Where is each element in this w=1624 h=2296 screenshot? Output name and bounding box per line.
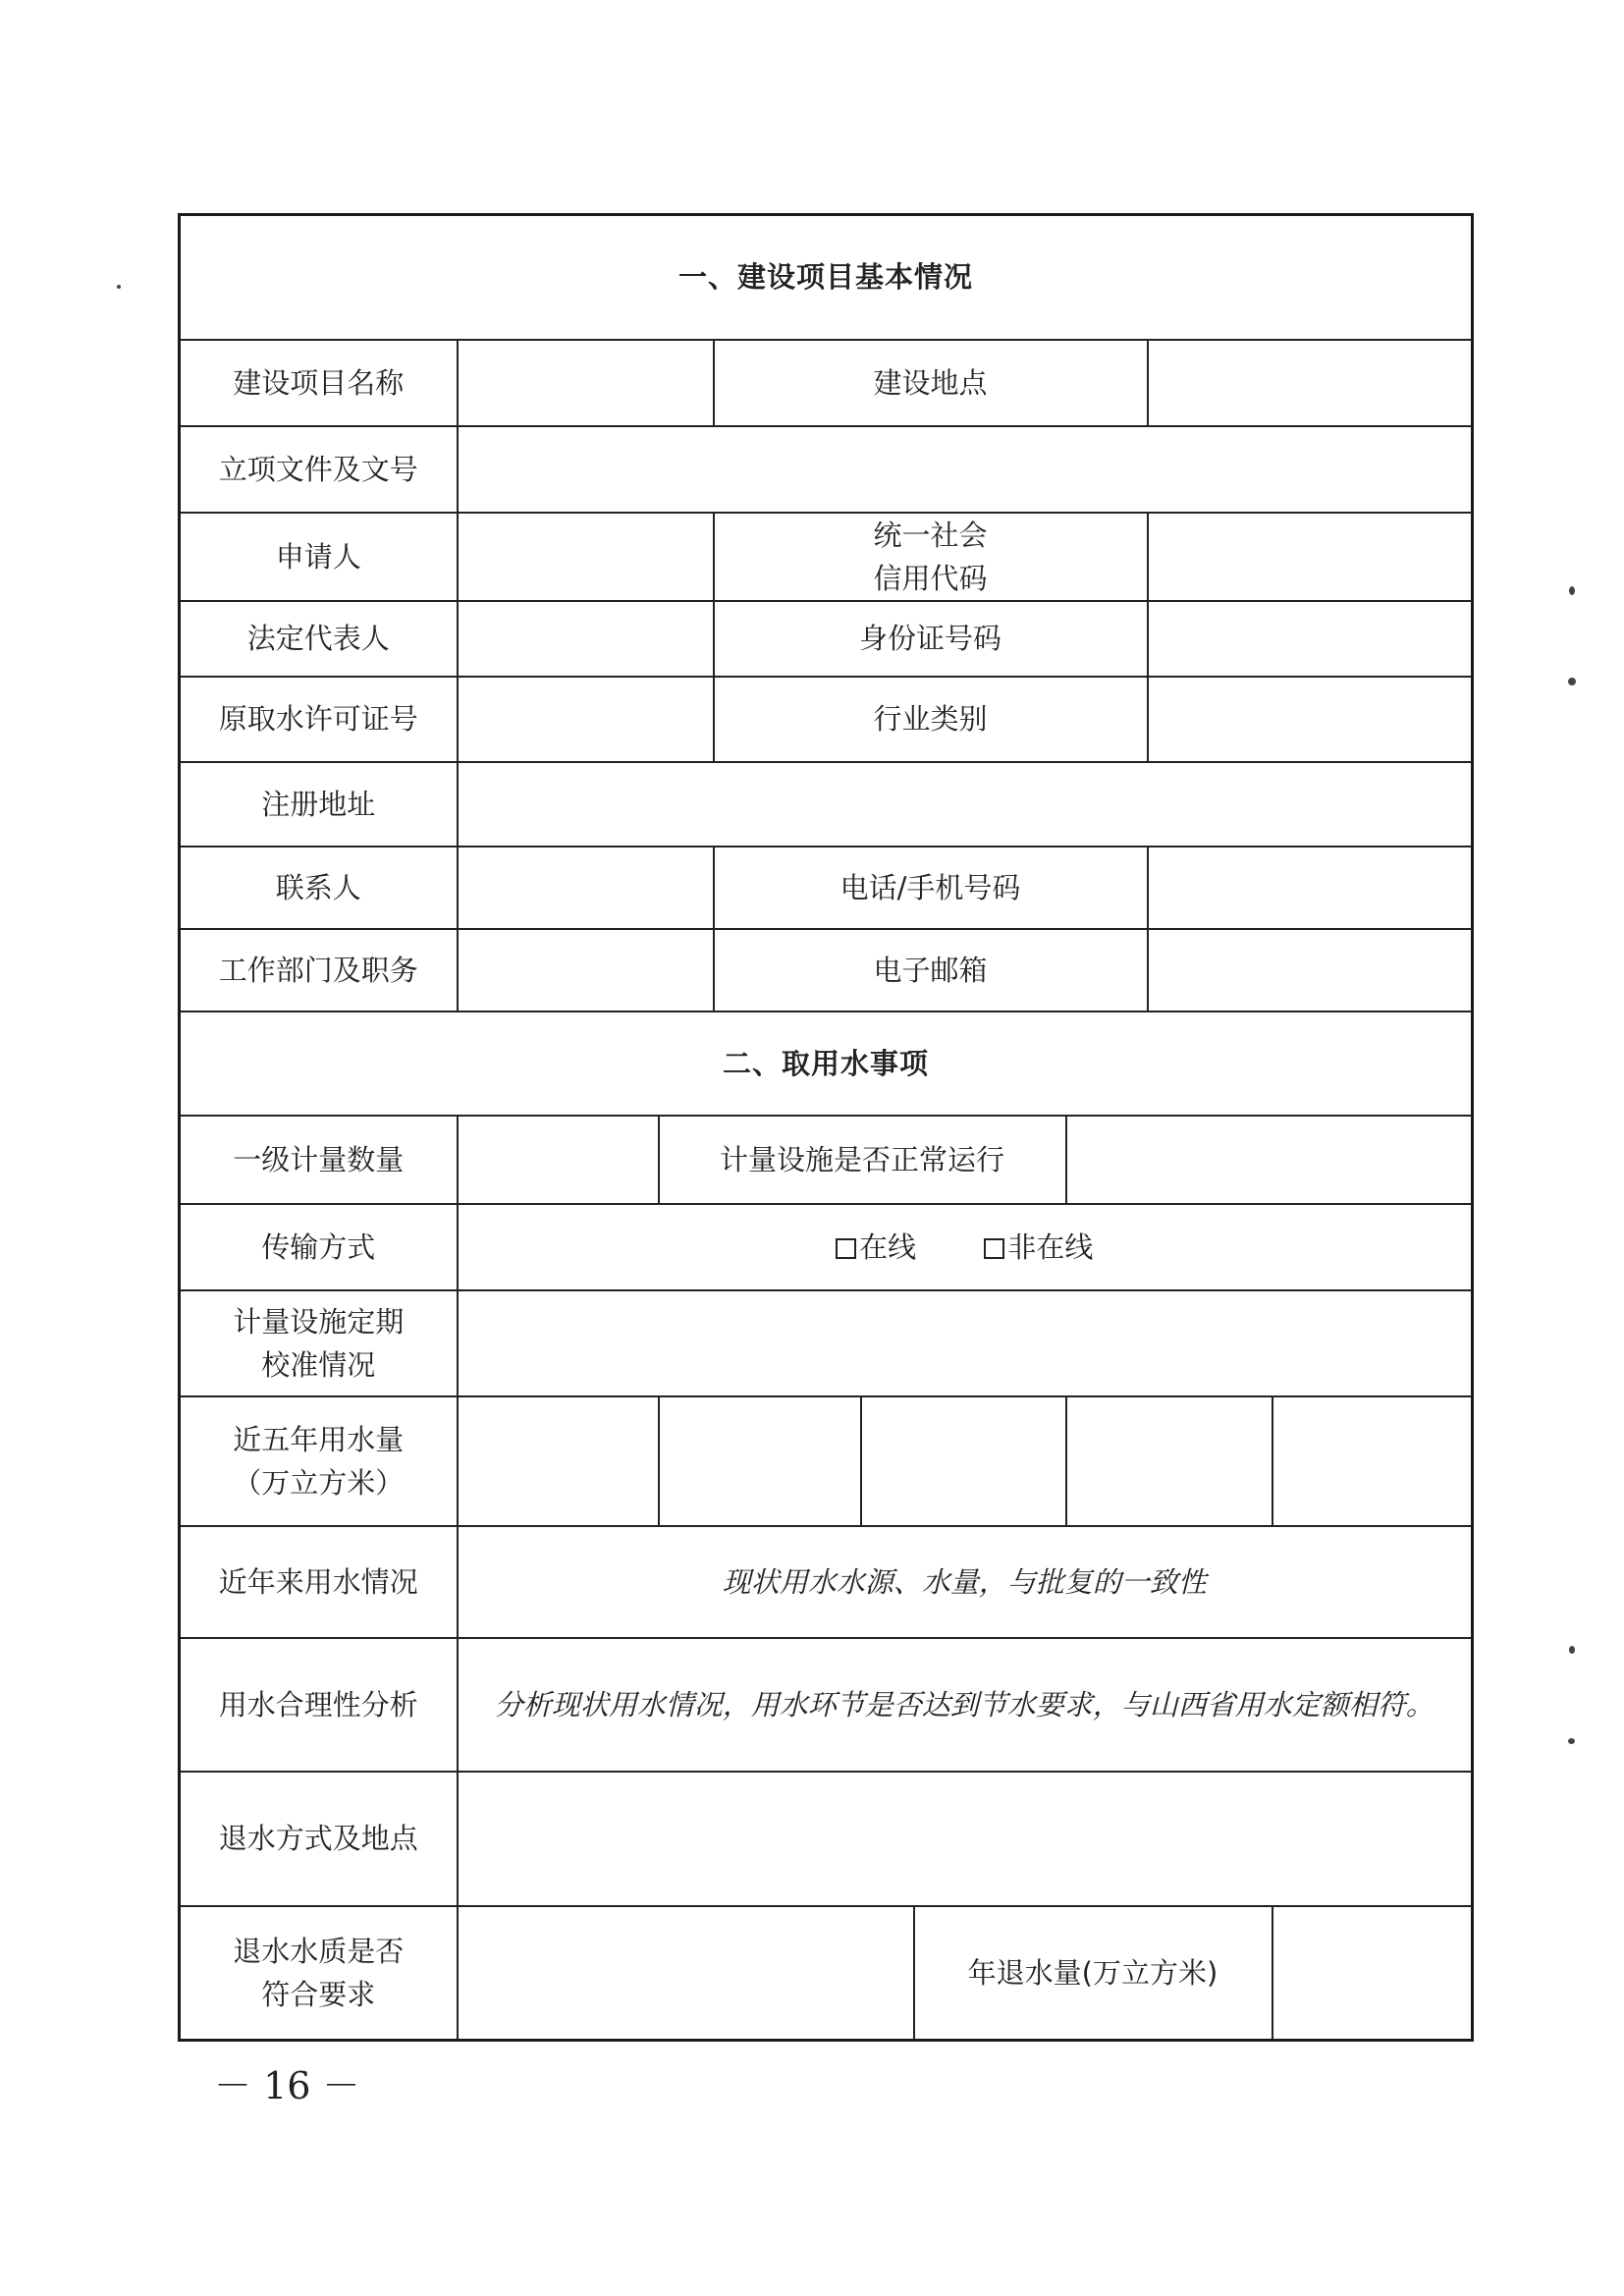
field-applicant[interactable] — [458, 513, 714, 601]
label-id-number: 身份证号码 — [714, 601, 1148, 677]
field-usage-year-5[interactable] — [1272, 1396, 1473, 1526]
field-id-number[interactable] — [1148, 601, 1473, 677]
option-online-label: 在线 — [859, 1230, 917, 1264]
label-applicant: 申请人 — [180, 513, 458, 601]
option-offline[interactable] — [984, 1226, 1093, 1269]
label-email: 电子邮箱 — [714, 929, 1148, 1011]
scan-speck — [1569, 586, 1575, 595]
field-email[interactable] — [1148, 929, 1473, 1011]
field-phone[interactable] — [1148, 847, 1473, 929]
label-discharge-quality: 退水水质是否 符合要求 — [180, 1906, 458, 2041]
scan-speck — [1568, 1738, 1575, 1744]
field-reg-address[interactable] — [458, 762, 1473, 847]
label-location: 建设地点 — [714, 340, 1148, 426]
field-industry[interactable] — [1148, 677, 1473, 762]
field-legal-rep[interactable] — [458, 601, 714, 677]
page-number: － 16 － — [214, 2064, 360, 2107]
scan-speck — [1569, 1646, 1575, 1654]
field-project-name[interactable] — [458, 340, 714, 426]
transmission-options — [458, 1204, 1473, 1290]
field-credit-code[interactable] — [1148, 513, 1473, 601]
label-approval-doc: 立项文件及文号 — [180, 426, 458, 513]
label-reg-address: 注册地址 — [180, 762, 458, 847]
option-offline-label: 非在线 — [1007, 1230, 1094, 1264]
label-meter-count: 一级计量数量 — [180, 1116, 458, 1204]
label-credit-code: 统一社会 信用代码 — [714, 513, 1148, 601]
field-annual-discharge[interactable] — [1272, 1906, 1473, 2041]
label-recent-usage: 近年来用水情况 — [180, 1526, 458, 1638]
rationality-hint: 分析现状用水情况，用水环节是否达到节水要求，与山西省用水定额相符。 — [458, 1638, 1473, 1772]
label-project-name: 建设项目名称 — [180, 340, 458, 426]
field-old-permit[interactable] — [458, 677, 714, 762]
application-form-table — [178, 213, 1474, 2042]
label-five-year-usage: 近五年用水量 （万立方米） — [180, 1396, 458, 1526]
field-discharge-quality[interactable] — [458, 1906, 914, 2041]
label-old-permit: 原取水许可证号 — [180, 677, 458, 762]
field-location[interactable] — [1148, 340, 1473, 426]
online-checkbox[interactable] — [836, 1238, 856, 1259]
label-discharge-method: 退水方式及地点 — [180, 1772, 458, 1906]
label-annual-discharge: 年退水量(万立方米) — [914, 1906, 1272, 2041]
label-industry: 行业类别 — [714, 677, 1148, 762]
recent-usage-hint: 现状用水水源、水量，与批复的一致性 — [458, 1526, 1473, 1638]
scan-speck — [117, 285, 121, 289]
label-transmission: 传输方式 — [180, 1204, 458, 1290]
field-meter-count[interactable] — [458, 1116, 659, 1204]
label-dept-position: 工作部门及职务 — [180, 929, 458, 1011]
field-usage-year-3[interactable] — [861, 1396, 1066, 1526]
field-contact[interactable] — [458, 847, 714, 929]
label-contact: 联系人 — [180, 847, 458, 929]
label-phone: 电话/手机号码 — [714, 847, 1148, 929]
offline-checkbox[interactable] — [984, 1238, 1004, 1259]
label-legal-rep: 法定代表人 — [180, 601, 458, 677]
scan-speck — [1568, 678, 1576, 685]
label-meter-running: 计量设施是否正常运行 — [659, 1116, 1066, 1204]
field-calibration[interactable] — [458, 1290, 1473, 1396]
field-dept-position[interactable] — [458, 929, 714, 1011]
label-calibration: 计量设施定期 校准情况 — [180, 1290, 458, 1396]
label-rationality: 用水合理性分析 — [180, 1638, 458, 1772]
field-approval-doc[interactable] — [458, 426, 1473, 513]
field-discharge-method[interactable] — [458, 1772, 1473, 1906]
section2-title: 二、取用水事项 — [180, 1011, 1473, 1116]
field-usage-year-2[interactable] — [659, 1396, 861, 1526]
option-online[interactable] — [836, 1226, 916, 1269]
section1-title: 一、建设项目基本情况 — [180, 215, 1473, 340]
field-meter-running[interactable] — [1066, 1116, 1473, 1204]
field-usage-year-4[interactable] — [1066, 1396, 1272, 1526]
field-usage-year-1[interactable] — [458, 1396, 659, 1526]
